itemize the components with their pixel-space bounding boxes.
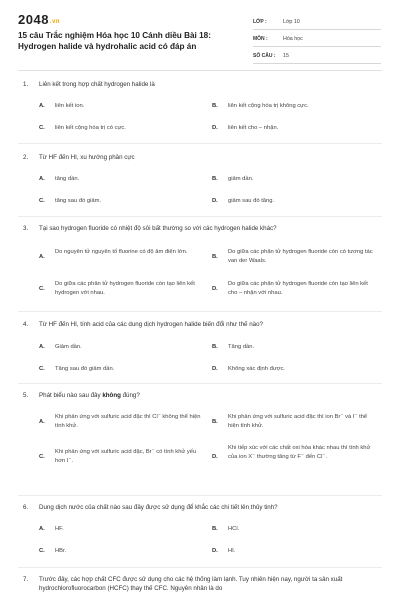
question-number: 7. (23, 576, 29, 583)
meta-value: Lớp 10 (283, 18, 300, 25)
question-number: 1. (23, 81, 29, 88)
option-letter: D. (212, 198, 218, 204)
option-text: giảm dần. (228, 176, 254, 182)
question-stem (23, 320, 263, 329)
question-stem (23, 224, 277, 233)
question-divider (18, 311, 382, 312)
question-divider (18, 383, 382, 384)
question-divider (18, 567, 382, 568)
question-text: Trước đây, các hợp chất CFC được sử dụng cho các hệ thống làm lạnh. Tuy nhiên hiện nay, người ta sản xuất hydrochlorofluorocarbon (HCFC) thay thế CFC. Nguyên nhân là do (39, 576, 343, 592)
question-divider (18, 143, 382, 144)
option-letter: B. (212, 103, 218, 109)
option-text: tăng sau đó giảm. (55, 198, 102, 204)
question-divider (18, 495, 382, 496)
option-letter: A. (39, 254, 45, 260)
question-text: Liên kết trong hợp chất hydrogen halide là (39, 81, 155, 88)
option-text: liên kết cho – nhận. (228, 125, 279, 131)
meta-label: SỐ CÂU : (253, 52, 276, 59)
option-text: HF. (55, 526, 64, 532)
question-divider (18, 216, 382, 217)
question-number: 4. (23, 321, 29, 328)
page-header (0, 0, 400, 62)
option-text: giảm sau đó tăng. (228, 198, 275, 204)
option-letter: B. (212, 344, 218, 350)
meta-label: MÔN : (253, 35, 268, 42)
option-letter: B. (212, 419, 218, 425)
option-letter: A. (39, 526, 45, 532)
option-letter: D. (212, 454, 218, 460)
question-text-part: đúng? (120, 392, 140, 399)
question-number: 5. (23, 392, 29, 399)
option-letter: B. (212, 526, 218, 532)
option-text: Do giữa các phân tử hydrogen fluoride còn có tương tác van der Waals. (228, 249, 373, 264)
option-letter: C. (39, 454, 45, 460)
logo-tld: .vn (49, 19, 61, 25)
logo-main: 2048 (18, 12, 49, 27)
question-text: Dung dịch nước của chất nào sau đây được sử dụng để khắc các chi tiết lên thủy tinh? (39, 504, 278, 511)
option-letter: C. (39, 198, 45, 204)
option-text: liên kết ion. (55, 103, 85, 109)
question-text-emphasis: không (102, 392, 121, 399)
option-text: Do giữa các phân tử hydrogen fluoride còn tạo liên kết cho – nhận với nhau. (228, 281, 368, 296)
question-text (39, 391, 379, 400)
option-letter: B. (212, 176, 218, 182)
option-text: Khi phản ứng với sulfuric acid đặc thì ion Br⁻ và I⁻ thể hiện tính khử. (228, 414, 368, 429)
option-letter: C. (39, 286, 45, 292)
option-text: Giảm dần. (55, 344, 82, 350)
option-letter: C. (39, 366, 45, 372)
option-text: Do nguyên tử nguyên tố fluorine có độ âm điện lớn. (55, 249, 188, 255)
meta-row-count (253, 48, 381, 64)
option-text: liên kết cộng hóa trị có cực. (55, 125, 126, 131)
page-title: 15 câu Trắc nghiệm Hóa học 10 Cánh diều Bài 18: Hydrogen halide và hydrohalic acid có đáp án (18, 31, 211, 51)
option-text: Do giữa các phân tử hydrogen fluoride còn tạo liên kết hydrogen với nhau. (55, 281, 195, 296)
question-text-part: Phát biểu nào sau đây (39, 392, 103, 399)
option-letter: D. (212, 366, 218, 372)
option-text: HCl. (228, 526, 240, 532)
option-text: HI. (228, 548, 236, 554)
meta-label: LỚP : (253, 18, 267, 25)
option-letter: D. (212, 548, 218, 554)
question-stem (23, 575, 343, 592)
option-letter: A. (39, 176, 45, 182)
question-stem (23, 391, 140, 400)
header-divider (18, 70, 382, 71)
question-text: Từ HF đến HI, xu hướng phân cực (39, 154, 135, 161)
meta-value: Hóa học (283, 35, 303, 42)
option-letter: D. (212, 125, 218, 131)
quiz-meta-table (253, 14, 381, 65)
question-number: 6. (23, 504, 29, 511)
question-number: 2. (23, 154, 29, 161)
question-number: 3. (23, 225, 29, 232)
option-letter: C. (39, 125, 45, 131)
meta-row-grade (253, 14, 381, 30)
meta-value: 15 (283, 52, 289, 59)
question-stem (23, 80, 155, 89)
option-letter: B. (212, 254, 218, 260)
question-stem (23, 503, 278, 512)
meta-row-subject (253, 31, 381, 47)
option-text: Tăng sau đó giảm dần. (55, 366, 115, 372)
option-letter: A. (39, 344, 45, 350)
option-text: Khi phản ứng với sulfuric acid đặc, Br⁻ có tính khử yếu hơn I⁻. (55, 449, 197, 464)
option-text: Tăng dần. (228, 344, 255, 350)
option-letter: C. (39, 548, 45, 554)
option-text: HBr. (55, 548, 67, 554)
option-text: Không xác định được. (228, 366, 285, 372)
question-text: Tại sao hydrogen fluoride có nhiệt độ sôi bất thường so với các hydrogen halide khác? (39, 225, 277, 232)
question-text: Từ HF đến HI, tính acid của các dung dịch hydrogen halide biến đổi như thế nào? (39, 321, 263, 328)
option-letter: A. (39, 103, 45, 109)
option-text: Khi tiếp xúc với các chất oxi hóa khác nhau thì tính khử của ion X⁻ thường tăng từ F⁻ đến Cl⁻. (228, 445, 371, 460)
option-letter: A. (39, 419, 45, 425)
option-text: tăng dần. (55, 176, 80, 182)
option-text: Khi phản ứng với sulfuric acid đặc thì Cl⁻ không thể hiện tính khử. (55, 414, 201, 429)
option-text: liên kết cộng hóa trị không cực. (228, 103, 309, 109)
option-letter: D. (212, 286, 218, 292)
question-stem (23, 153, 135, 162)
site-logo[interactable] (18, 12, 60, 27)
